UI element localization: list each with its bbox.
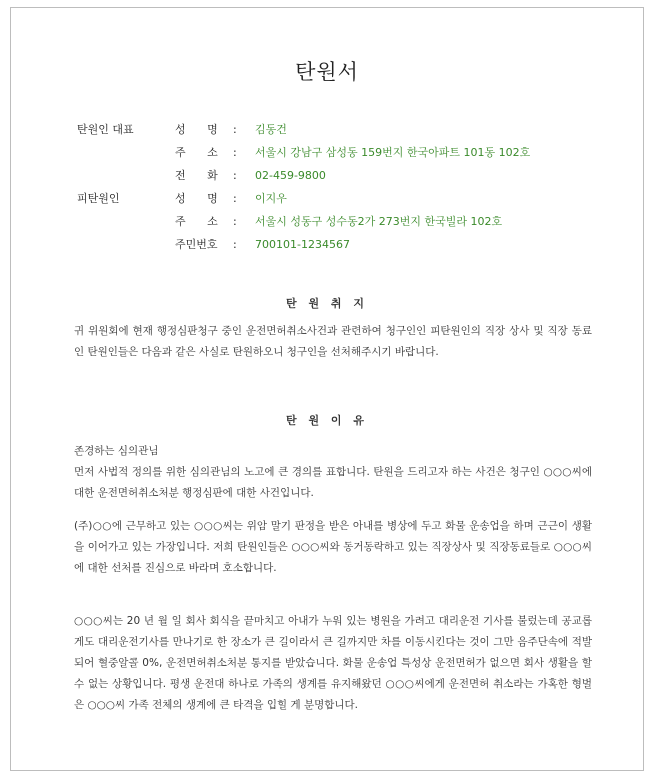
petitioner-address: 서울시 강남구 삼성동 159번지 한국아파트 101동 102호 xyxy=(255,146,531,159)
subject-id-number: 700101-1234567 xyxy=(255,238,350,251)
purpose-heading: 탄 원 취 지 xyxy=(286,297,368,310)
subject-name-row xyxy=(11,190,643,208)
petitioner-name-label: 성 명 xyxy=(175,123,218,136)
colon: : xyxy=(233,169,237,182)
petitioner-address-label: 주 소 xyxy=(175,146,218,159)
subject-id-row xyxy=(11,236,643,254)
petitioner-name: 김동건 xyxy=(255,123,287,136)
colon: : xyxy=(233,238,237,251)
purpose-text: 귀 위원회에 현재 행정심판청구 중인 운전면허취소사건과 관련하여 청구인인 피탄원인의 직장 상사 및 직장 동료인 탄원인들은 다음과 같은 사실로 탄원하오니 청구인을 선처해주시기 바랍니다. xyxy=(74,325,592,358)
colon: : xyxy=(233,146,237,159)
reason-heading: 탄 원 이 유 xyxy=(286,414,368,427)
petitioner-phone-label: 전 화 xyxy=(175,169,218,182)
petitioner-phone: 02-459-9800 xyxy=(255,169,326,182)
petitioner-address-row xyxy=(11,144,643,162)
colon: : xyxy=(233,123,237,136)
subject-name-label: 성 명 xyxy=(175,192,218,205)
subject-group-label: 피탄원인 xyxy=(77,192,120,205)
colon: : xyxy=(233,215,237,228)
petitioner-group-label: 탄원인 대표 xyxy=(77,123,134,136)
colon: : xyxy=(233,192,237,205)
petitioner-name-row xyxy=(11,121,643,139)
reason-paragraph-3: ○○○씨는 20 년 월 일 회사 회식을 끝마치고 아내가 누워 있는 병원을 가려고 대리운전 기사를 불렀는데 공교롭게도 대리운전기사를 만나기로 한 장소가 큰 길이라서 큰 길까지만 차를 이동시킨다는 것이 그만 음주단속에 적발되어 혈중알콜 0%, 운전면허취소처분 통지를 받았습니다. 화물 운송업 특성상 운전면허가 없으면 회사 생활을 할 수 없는 상황입니다. 평생 운전대 하나로 가족의 생계를 유지해왔던 ○○○씨에게 운전면허 취소라는 가혹한 형벌은 ○○○씨 가족 전체의 생계에 큰 타격을 입힐 게 분명합니다. xyxy=(74,615,592,711)
subject-id-label: 주민번호 xyxy=(175,238,218,251)
petitioner-phone-row xyxy=(11,167,643,185)
document-page xyxy=(10,7,644,771)
subject-address-label: 주 소 xyxy=(175,215,218,228)
reason-paragraph-1: 존경하는 심의관님 먼저 사법적 정의를 위한 심의관님의 노고에 큰 경의를 표합니다. 탄원을 드리고자 하는 사건은 청구인 ○○○씨에 대한 운전면허취소처분 행정심판에 대한 사건입니다. xyxy=(74,445,592,499)
reason-paragraph-2: (주)○○에 근무하고 있는 ○○○씨는 위암 말기 판정을 받은 아내를 병상에 두고 화물 운송업을 하며 근근이 생활을 이어가고 있는 가장입니다. 저희 탄원인들은 ○○○씨와 동거동락하고 있는 직장상사 및 직장동료들로 ○○○씨에 대한 선처를 진심으로 바라며 호소합니다. xyxy=(74,520,592,574)
subject-address: 서울시 성동구 성수동2가 273번지 한국빌라 102호 xyxy=(255,215,503,228)
subject-address-row xyxy=(11,213,643,231)
document-title: 탄원서 xyxy=(295,60,359,84)
subject-name: 이지우 xyxy=(255,192,287,205)
